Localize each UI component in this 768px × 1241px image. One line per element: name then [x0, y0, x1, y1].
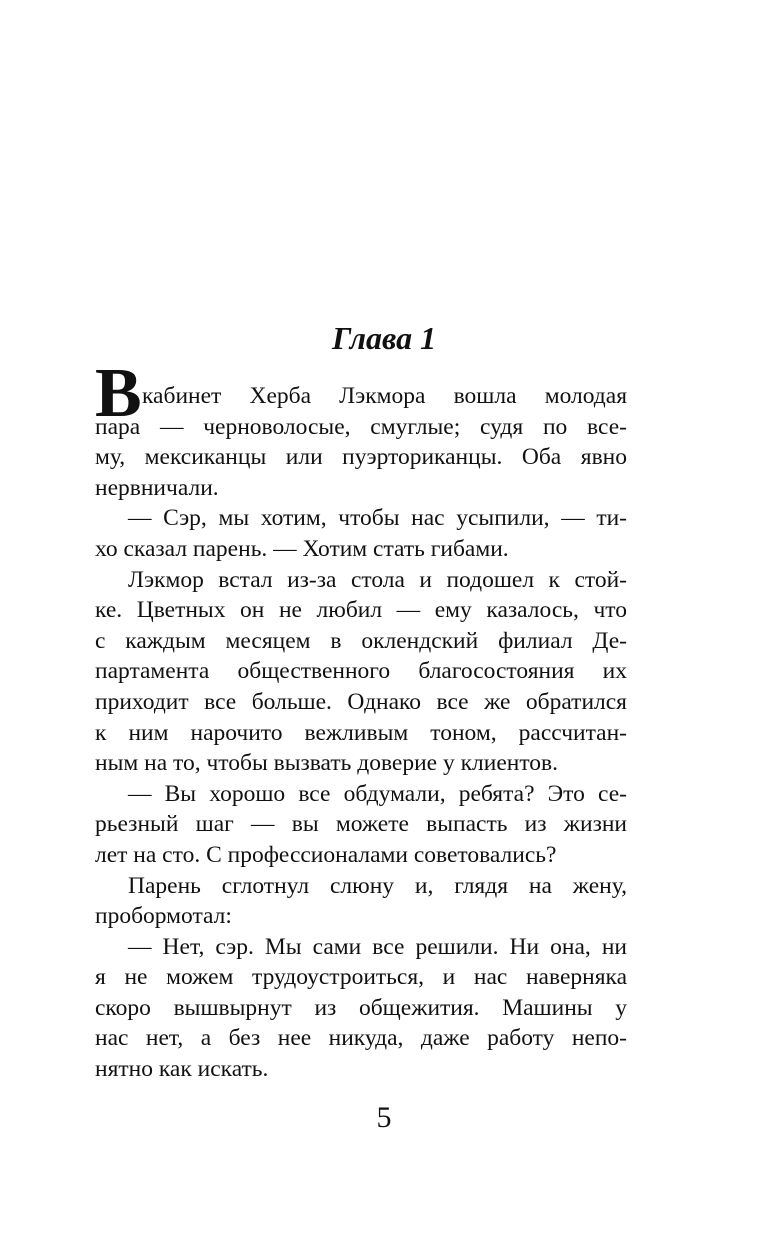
text-line: нас нет, а без нее никуда, даже работу непо-	[95, 1025, 627, 1052]
text-line: нятно как искать.	[95, 1056, 269, 1083]
text-line: к ним нарочито вежливым тоном, рассчитан-	[95, 719, 627, 746]
text-line: я не можем трудоустроиться, и нас наверняка	[95, 964, 627, 991]
text-line: хо сказал парень. — Хотим стать гибами.	[95, 535, 509, 562]
text-line: нервничали.	[95, 474, 219, 501]
text-line: му, мексиканцы или пуэрториканцы. Оба явно	[95, 444, 627, 471]
text-line: — Сэр, мы хотим, чтобы нас усыпили, — ти-	[128, 505, 627, 532]
text-line: — Нет, сэр. Мы сами все решили. Ни она, ни	[128, 933, 627, 960]
text-line: партамента общественного благосостояния их	[95, 658, 627, 685]
body-text	[95, 355, 627, 1085]
text-line: ке. Цветных он не любил — ему казалось, что	[95, 597, 627, 624]
chapter-title: Глава 1	[331, 320, 437, 356]
text-line: — Вы хорошо все обдумали, ребята? Это се-	[128, 780, 627, 807]
text-line: пара — черноволосые, смуглые; судя по все-	[95, 413, 627, 440]
text-line: ным на то, чтобы вызвать доверие у клиентов.	[95, 750, 559, 777]
text-line: пробормотал:	[95, 903, 232, 930]
text-line: Парень сглотнул слюну и, глядя на жену,	[128, 872, 627, 899]
page-number: 5	[376, 1101, 392, 1134]
text-line-content: кабинет Херба Лэкмора вошла молодая	[142, 383, 627, 409]
text-line: с каждым месяцем в оклендский филиал Де-	[95, 627, 627, 654]
drop-cap: В	[95, 355, 142, 432]
text-line: Лэкмор встал из-за стола и подошел к стой-	[128, 566, 627, 593]
text-line: приходит все больше. Однако все же обратился	[95, 688, 627, 715]
text-line: скоро вышвырнут из общежития. Машины у	[95, 994, 627, 1021]
text-line: лет на сто. С профессионалами советовались?	[95, 841, 557, 868]
text-line: рьезный шаг — вы можете выпасть из жизни	[95, 811, 627, 838]
